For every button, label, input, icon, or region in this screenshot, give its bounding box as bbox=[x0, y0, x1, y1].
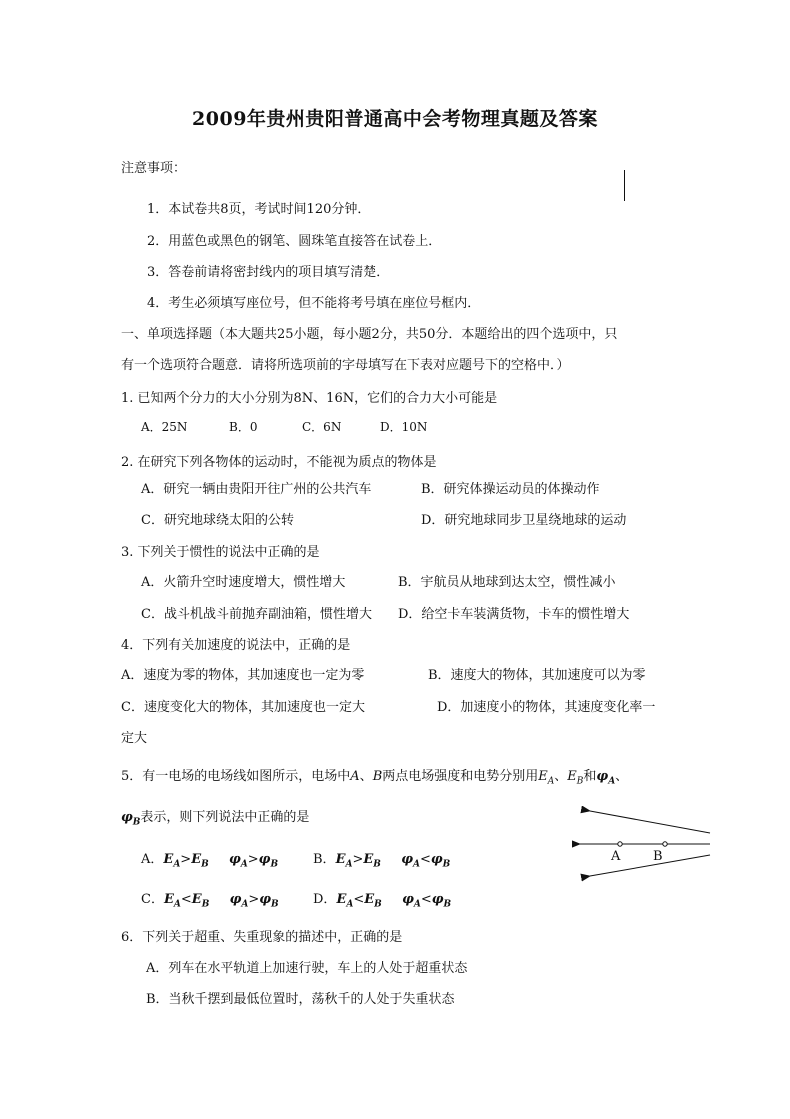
point-a-marker bbox=[618, 842, 622, 846]
field-line-top bbox=[590, 811, 710, 833]
q6-option-a: A．列车在水平轨道上加速行驶，车上的人处于超重状态 bbox=[146, 961, 468, 976]
field-line-bottom bbox=[590, 855, 710, 876]
notice-item: 4．考生必须填写座位号，但不能将考号填在座位号框内． bbox=[147, 296, 481, 311]
section-intro-line-1: 一、单项选择题（本大题共25小题，每小题2分，共50分．本题给出的四个选项中，只 bbox=[121, 327, 618, 342]
q1-option-d: D．10N bbox=[380, 420, 428, 434]
q3-option-b: B．宇航员从地球到达太空，惯性减小 bbox=[398, 575, 616, 590]
q1-option-a: A．25N bbox=[141, 420, 188, 434]
q3-option-d: D．给空卡车装满货物，卡车的惯性增大 bbox=[398, 607, 630, 622]
q5-option-d: D．$E_A<E_B$ $\varphi_A<\varphi_B$ bbox=[313, 892, 452, 910]
q4-option-d-continued: 定大 bbox=[121, 731, 148, 746]
electric-field-line-diagram bbox=[572, 806, 712, 886]
section-intro-line-2: 有一个选项符合题意．请将所选项前的字母填写在下表对应题号下的空格中．） bbox=[121, 358, 570, 373]
question-1-stem: 1. 已知两个分力的大小分别为8N、16N，它们的合力大小可能是 bbox=[121, 391, 498, 406]
q3-option-a: A．火箭升空时速度增大，惯性增大 bbox=[141, 575, 346, 590]
q4-option-c: C．速度变化大的物体，其加速度也一定大 bbox=[121, 700, 365, 715]
margin-line bbox=[624, 170, 625, 201]
point-a-label: A bbox=[350, 769, 360, 784]
q4-option-a: A．速度为零的物体，其加速度也一定为零 bbox=[121, 668, 365, 683]
notice-item: 2．用蓝色或黑色的钢笔、圆珠笔直接答在试卷上． bbox=[147, 234, 442, 249]
q1-option-b: B．0 bbox=[229, 420, 258, 434]
q2-option-a: A．研究一辆由贵阳开往广州的公共汽车 bbox=[141, 482, 372, 497]
question-5-stem-line-1: 5．有一电场的电场线如图所示，电场中A、B两点电场强度和电势分别用$E_A$、$E_B$和$\varphi_A$、 bbox=[121, 769, 629, 787]
q5-option-c: C．$E_A<E_B$ $\varphi_A>\varphi_B$ bbox=[141, 892, 279, 910]
point-b-label: B bbox=[372, 769, 383, 784]
question-3-stem: 3. 下列关于惯性的说法中正确的是 bbox=[121, 545, 320, 560]
q5-option-b: B．$E_A>E_B$ $\varphi_A<\varphi_B$ bbox=[313, 852, 451, 870]
question-5-stem-line-2: $\varphi_B$表示，则下列说法中正确的是 bbox=[121, 810, 310, 828]
q4-option-b: B．速度大的物体，其加速度可以为零 bbox=[428, 668, 646, 683]
question-4-stem: 4．下列有关加速度的说法中，正确的是 bbox=[121, 638, 351, 653]
q3-option-c: C．战斗机战斗前抛弃副油箱，惯性增大 bbox=[141, 607, 372, 622]
notice-item: 3．答卷前请将密封线内的项目填写清楚． bbox=[147, 265, 390, 280]
page-title: 2009年贵州贵阳普通高中会考物理真题及答案 bbox=[192, 108, 598, 130]
q2-option-b: B．研究体操运动员的体操动作 bbox=[421, 482, 600, 497]
q6-option-b: B．当秋千摆到最低位置时，荡秋千的人处于失重状态 bbox=[146, 992, 455, 1007]
q2-option-d: D．研究地球同步卫星绕地球的运动 bbox=[421, 513, 627, 528]
q4-option-d: D．加速度小的物体，其速度变化率一 bbox=[437, 700, 656, 715]
figure-label-b: B bbox=[653, 849, 663, 864]
question-6-stem: 6．下列关于超重、失重现象的描述中，正确的是 bbox=[121, 930, 403, 945]
q1-option-c: C．6N bbox=[302, 420, 342, 434]
notice-heading: 注意事项： bbox=[121, 161, 187, 176]
figure-label-a: A bbox=[611, 849, 621, 864]
notice-item: 1．本试卷共8页，考试时间120分钟． bbox=[147, 202, 371, 217]
q5-option-a: A．$E_A>E_B$ $\varphi_A>\varphi_B$ bbox=[141, 852, 279, 870]
question-2-stem: 2. 在研究下列各物体的运动时，不能视为质点的物体是 bbox=[121, 455, 437, 470]
point-b-marker bbox=[663, 842, 667, 846]
q2-option-c: C．研究地球绕太阳的公转 bbox=[141, 513, 294, 528]
